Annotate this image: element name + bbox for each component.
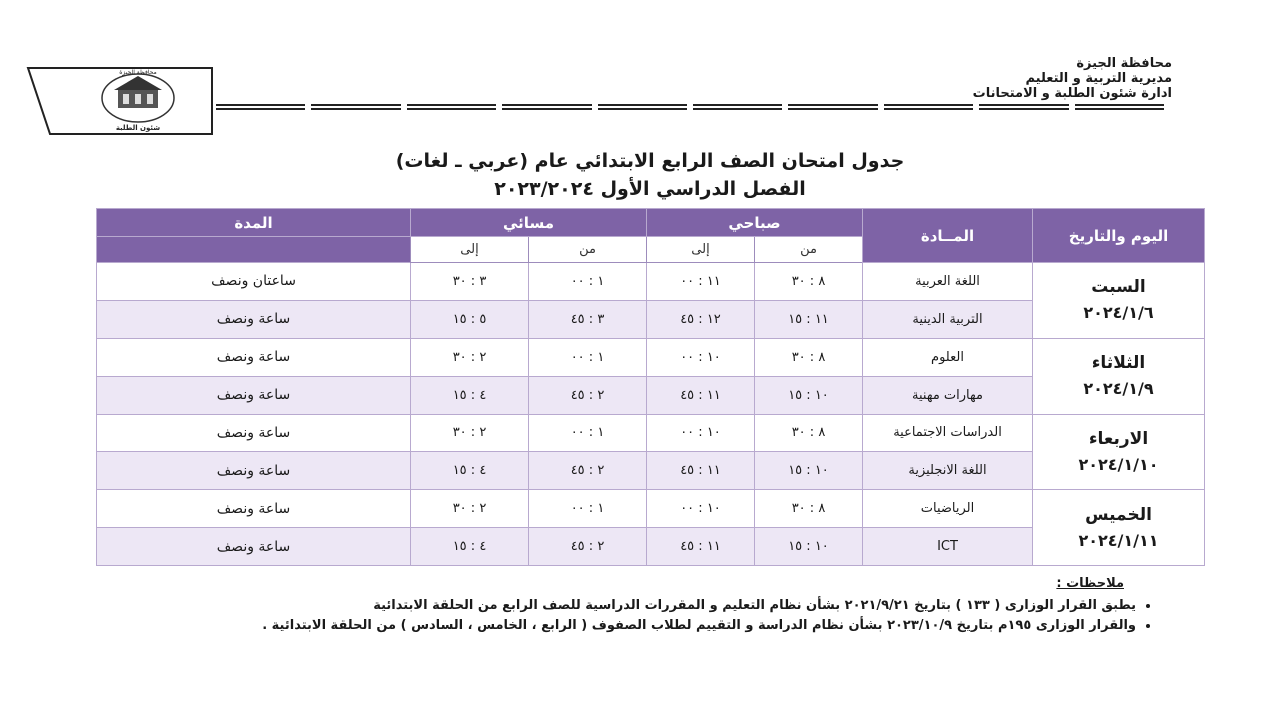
- day-date: ٢٠٢٤/١/١٠: [1078, 454, 1159, 474]
- administration-name: ادارة شئون الطلبة و الامتحانات: [972, 86, 1172, 101]
- morning-to-cell: ١٢ : ٤٥: [647, 300, 755, 338]
- notes-list: [106, 596, 1150, 636]
- evening-from-cell: ١ : ٠٠: [529, 263, 647, 301]
- organization-header: [973, 56, 1172, 101]
- list-item: • يطبق القرار الوزارى ( ١٣٣ ) بتاريخ ٢٠٢١/٩/٢١ بشأن نظام التعليم و المقررات الدراسية للصف الرابع من الحلقة الابتدائية: [106, 596, 1136, 616]
- logo-bottom-label: شئون الطلبة: [115, 124, 161, 132]
- day-date: ٢٠٢٤/١/١١: [1078, 530, 1159, 550]
- morning-to-cell: ١٠ : ٠٠: [647, 414, 755, 452]
- subject-cell: العلوم: [863, 338, 1033, 376]
- day-cell: [1033, 414, 1205, 490]
- evening-to-cell: ٢ : ٣٠: [411, 414, 529, 452]
- evening-from-cell: ١ : ٠٠: [529, 490, 647, 528]
- header-subject: المــادة: [863, 209, 1033, 263]
- duration-cell: ساعة ونصف: [97, 300, 411, 338]
- subject-cell: اللغة الانجليزية: [863, 452, 1033, 490]
- subject-cell: التربية الدينية: [863, 300, 1033, 338]
- evening-from-cell: ١ : ٠٠: [529, 414, 647, 452]
- morning-from-cell: ٨ : ٣٠: [755, 263, 863, 301]
- header-separator: [216, 104, 1164, 114]
- morning-to-cell: ١١ : ٤٥: [647, 452, 755, 490]
- evening-to-cell: ٤ : ١٥: [411, 528, 529, 566]
- day-cell: [1033, 490, 1205, 566]
- morning-from-cell: ٨ : ٣٠: [755, 414, 863, 452]
- day-name: الخميس: [1085, 504, 1152, 525]
- evening-to-cell: ٤ : ١٥: [411, 452, 529, 490]
- emblem-logo: [26, 64, 214, 136]
- day-name: الثلاثاء: [1091, 353, 1146, 374]
- table-row: [97, 263, 1205, 301]
- header-duration-fill: [97, 237, 411, 263]
- day-date: ٢٠٢٤/١/٩: [1083, 379, 1154, 399]
- day-date: ٢٠٢٤/١/٦: [1083, 303, 1154, 323]
- morning-to-cell: ١١ : ٠٠: [647, 263, 755, 301]
- evening-to-cell: ٣ : ٣٠: [411, 263, 529, 301]
- governorate-name: محافظة الجيزة: [1076, 56, 1172, 71]
- table-row: [97, 490, 1205, 528]
- header-evening-to: إلى: [411, 237, 529, 263]
- evening-from-cell: ٢ : ٤٥: [529, 528, 647, 566]
- day-name: الاربعاء: [1088, 428, 1149, 449]
- duration-cell: ساعة ونصف: [97, 452, 411, 490]
- morning-from-cell: ١١ : ١٥: [755, 300, 863, 338]
- notes-heading: ملاحظات :: [1056, 576, 1124, 591]
- day-name: السبت: [1091, 277, 1146, 298]
- duration-cell: ساعة ونصف: [97, 376, 411, 414]
- evening-from-cell: ٢ : ٤٥: [529, 376, 647, 414]
- subject-cell: الرياضيات: [863, 490, 1033, 528]
- header-evening: مسائي: [411, 209, 647, 237]
- table-row: [97, 338, 1205, 376]
- evening-from-cell: ٢ : ٤٥: [529, 452, 647, 490]
- list-item: • والقرار الوزارى ١٩٥م بتاريخ ٢٠٢٣/١٠/٩ بشأن نظام الدراسة و التقييم لطلاب الصفوف ( الرابع ، الخامس ، السادس ) من الحلقة الابتدائية .: [106, 616, 1136, 636]
- morning-from-cell: ٨ : ٣٠: [755, 338, 863, 376]
- duration-cell: ساعة ونصف: [97, 414, 411, 452]
- header-evening-from: من: [529, 237, 647, 263]
- evening-to-cell: ٢ : ٣٠: [411, 338, 529, 376]
- table-row: [97, 414, 1205, 452]
- evening-from-cell: ٣ : ٤٥: [529, 300, 647, 338]
- header-morning-to: إلى: [647, 237, 755, 263]
- duration-cell: ساعة ونصف: [97, 490, 411, 528]
- morning-from-cell: ٨ : ٣٠: [755, 490, 863, 528]
- header-duration: المدة: [97, 209, 411, 237]
- morning-to-cell: ١١ : ٤٥: [647, 528, 755, 566]
- page-subtitle: الفصل الدراسي الأول ٢٠٢٣/٢٠٢٤: [494, 178, 806, 200]
- page-title: جدول امتحان الصف الرابع الابتدائي عام (عربي ـ لغات): [395, 150, 905, 172]
- morning-to-cell: ١١ : ٤٥: [647, 376, 755, 414]
- day-cell: [1033, 338, 1205, 414]
- header-day: اليوم والتاريخ: [1033, 209, 1205, 263]
- evening-to-cell: ٤ : ١٥: [411, 376, 529, 414]
- exam-schedule-table: [96, 208, 1205, 566]
- morning-from-cell: ١٠ : ١٥: [755, 452, 863, 490]
- header-morning-from: من: [755, 237, 863, 263]
- header-morning: صباحي: [647, 209, 863, 237]
- logo-top-label: محافظة الجيزة: [119, 69, 157, 76]
- day-cell: [1033, 263, 1205, 339]
- morning-from-cell: ١٠ : ١٥: [755, 528, 863, 566]
- morning-from-cell: ١٠ : ١٥: [755, 376, 863, 414]
- subject-cell: مهارات مهنية: [863, 376, 1033, 414]
- subject-cell: الدراسات الاجتماعية: [863, 414, 1033, 452]
- evening-to-cell: ٥ : ١٥: [411, 300, 529, 338]
- evening-to-cell: ٢ : ٣٠: [411, 490, 529, 528]
- duration-cell: ساعتان ونصف: [97, 263, 411, 301]
- directorate-name: مديرية التربية و التعليم: [1025, 71, 1172, 86]
- duration-cell: ساعة ونصف: [97, 338, 411, 376]
- morning-to-cell: ١٠ : ٠٠: [647, 490, 755, 528]
- evening-from-cell: ١ : ٠٠: [529, 338, 647, 376]
- subject-cell: ICT: [863, 528, 1033, 566]
- morning-to-cell: ١٠ : ٠٠: [647, 338, 755, 376]
- duration-cell: ساعة ونصف: [97, 528, 411, 566]
- subject-cell: اللغة العربية: [863, 263, 1033, 301]
